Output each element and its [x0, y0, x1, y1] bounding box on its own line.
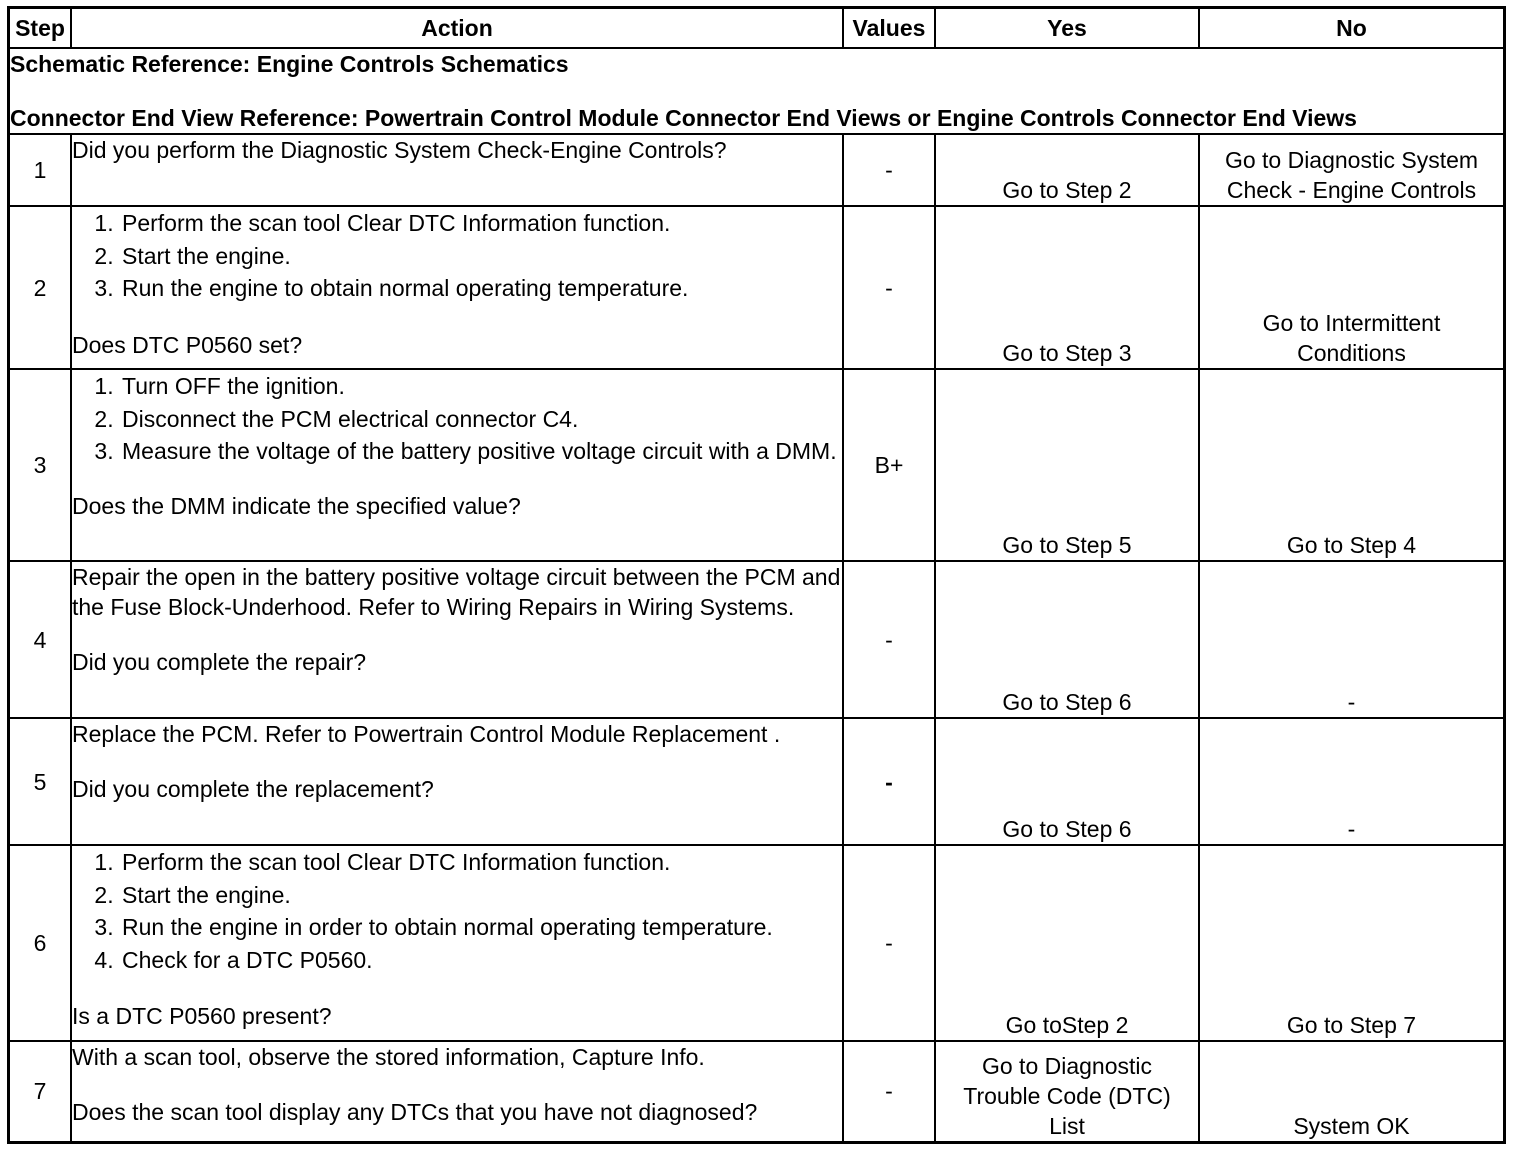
action-question: Does the scan tool display any DTCs that you have not diagnosed?	[72, 1099, 758, 1125]
action-question: Did you complete the repair?	[72, 649, 367, 675]
list-item: 3. Run the engine to obtain normal operating temperature.	[120, 272, 842, 305]
step-header: Step	[9, 8, 72, 49]
no-cell	[1199, 134, 1505, 206]
step-number: 5	[9, 718, 72, 845]
list-item: 3. Run the engine in order to obtain normal operating temperature.	[120, 911, 842, 944]
action-question: Did you complete the replacement?	[72, 776, 434, 802]
values-header: Values	[843, 8, 935, 49]
action-question: Does DTC P0560 set?	[72, 331, 303, 358]
action-cell	[71, 718, 843, 845]
no-cell: Go to Step 7	[1199, 845, 1505, 1041]
action-text: With a scan tool, observe the stored information, Capture Info.	[72, 1044, 705, 1070]
diagnostic-table	[7, 6, 1506, 1144]
action-cell	[71, 134, 843, 206]
header-row	[9, 8, 1505, 49]
action-text: Replace the PCM. Refer to Powertrain Control Module Replacement .	[72, 721, 781, 747]
action-cell	[71, 561, 843, 718]
yes-header: Yes	[935, 8, 1199, 49]
step-number: 6	[9, 845, 72, 1041]
yes-cell: Go to Step 2	[935, 134, 1199, 206]
no-cell: -	[1199, 561, 1505, 718]
values-cell: -	[843, 845, 935, 1041]
yes-cell	[935, 1041, 1199, 1142]
yes-cell: Go to Step 6	[935, 718, 1199, 845]
values-cell: -	[843, 718, 935, 845]
action-list	[72, 846, 842, 976]
list-item: 1. Turn OFF the ignition.	[120, 370, 842, 403]
table-row	[9, 134, 1505, 206]
table-row	[9, 718, 1505, 845]
action-question: Did you perform the Diagnostic System Check-Engine Controls?	[72, 137, 727, 163]
table-row	[9, 845, 1505, 1041]
yes-cell: Go toStep 2	[935, 845, 1199, 1041]
table-row	[9, 206, 1505, 369]
step-number: 7	[9, 1041, 72, 1142]
action-text: Repair the open in the battery positive voltage circuit between the PCM and the Fuse Block-Underhood. Refer to Wiring Repairs in Wiring Systems.	[72, 564, 841, 620]
reference-cell	[9, 48, 1505, 134]
reference-row	[9, 48, 1505, 134]
list-item: 3. Measure the voltage of the battery positive voltage circuit with a DMM.	[120, 436, 842, 466]
values-cell: -	[843, 1041, 935, 1142]
values-cell: -	[843, 134, 935, 206]
action-cell	[71, 1041, 843, 1142]
action-cell	[71, 845, 843, 1041]
action-header: Action	[71, 8, 843, 49]
values-cell: -	[843, 206, 935, 369]
values-cell: B+	[843, 369, 935, 561]
table-row	[9, 369, 1505, 561]
schematic-reference: Schematic Reference: Engine Controls Schematics	[10, 51, 569, 77]
step-number: 2	[9, 206, 72, 369]
no-line: Go to Diagnostic System	[1224, 147, 1479, 173]
values-cell: -	[843, 561, 935, 718]
action-cell	[71, 206, 843, 369]
step-number: 3	[9, 369, 72, 561]
action-list	[72, 207, 842, 305]
no-cell: Go to Step 4	[1199, 369, 1505, 561]
yes-line: List	[1049, 1112, 1085, 1139]
no-cell: System OK	[1199, 1041, 1505, 1142]
list-item: 2. Start the engine.	[120, 879, 842, 912]
yes-line: Go to Diagnostic	[981, 1052, 1153, 1079]
list-item: 1. Perform the scan tool Clear DTC Information function.	[120, 846, 842, 879]
yes-line: Trouble Code (DTC)	[963, 1082, 1171, 1109]
yes-cell: Go to Step 6	[935, 561, 1199, 718]
list-item: 1. Perform the scan tool Clear DTC Information function.	[120, 207, 842, 240]
no-cell: -	[1199, 718, 1505, 845]
action-question: Is a DTC P0560 present?	[72, 1003, 332, 1029]
step-number: 4	[9, 561, 72, 718]
list-item: 2. Disconnect the PCM electrical connector C4.	[120, 403, 842, 436]
table-row	[9, 1041, 1505, 1142]
connector-reference: Connector End View Reference: Powertrain Control Module Connector End Views or Engine Controls Connector End Views	[10, 105, 1357, 131]
list-item: 4. Check for a DTC P0560.	[120, 944, 842, 977]
action-question: Does the DMM indicate the specified value?	[72, 493, 521, 519]
action-cell	[71, 369, 843, 561]
no-line: Go to Intermittent	[1262, 310, 1441, 336]
step-number: 1	[9, 134, 72, 206]
list-item: 2. Start the engine.	[120, 240, 842, 273]
table-row	[9, 561, 1505, 718]
yes-cell: Go to Step 3	[935, 206, 1199, 369]
yes-cell: Go to Step 5	[935, 369, 1199, 561]
no-line: Check - Engine Controls	[1226, 177, 1477, 203]
no-header: No	[1199, 8, 1505, 49]
action-list	[72, 370, 842, 466]
no-cell	[1199, 206, 1505, 369]
no-line: Conditions	[1297, 340, 1406, 366]
